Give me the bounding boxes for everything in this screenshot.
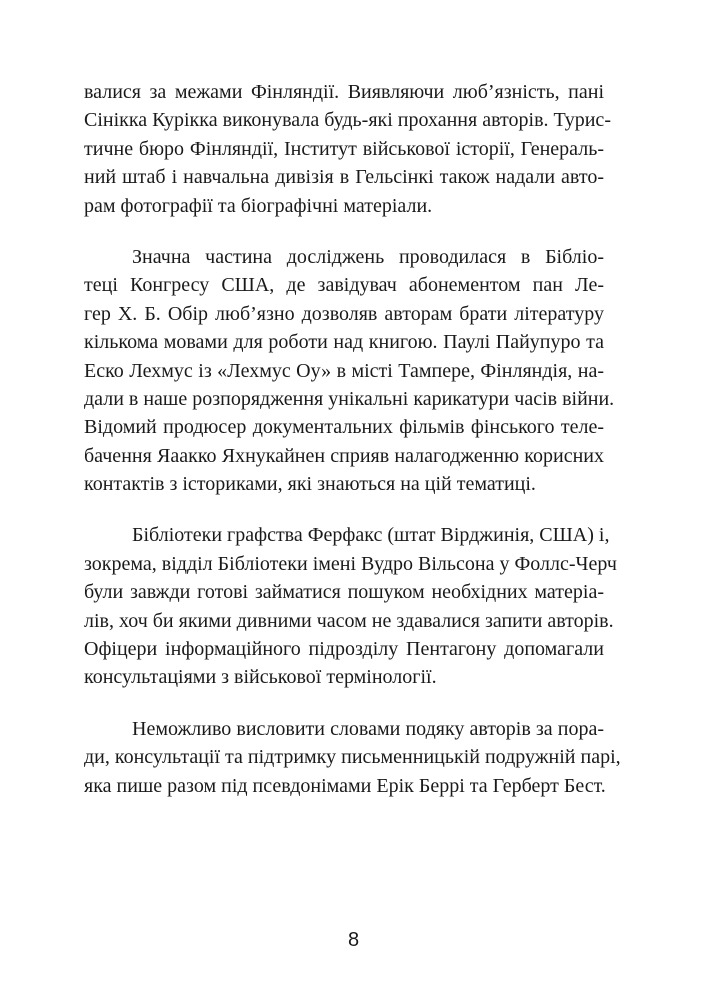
text-line: були завжди готові займатися пошуком необхідних матеріа- xyxy=(84,581,604,604)
text-line: теці Конгресу США, де завідувач абонементом пан Ле- xyxy=(84,274,604,297)
text-line: контактів з істориками, які знаються на цій тематиці. xyxy=(84,473,536,496)
text-line: яка пише разом під псевдонімами Ерік Беррі та Герберт Бест. xyxy=(84,774,606,797)
text-line: бачення Яаакко Яхнукайнен сприяв налагодженню корисних xyxy=(84,444,604,467)
text-line: ди, консультації та підтримку письменницькій подружній парі, xyxy=(84,746,621,769)
text-line: Сінікка Курікка виконувала будь-які прохання авторів. Турис- xyxy=(84,109,611,132)
text-line: Неможливо висловити словами подяку авторів за пора- xyxy=(132,717,604,740)
text-line: рам фотографії та біографічні матеріали. xyxy=(84,194,433,217)
text-line: гер Х. Б. Обір люб’язно дозволяв авторам брати літературу xyxy=(84,302,604,325)
paragraph-4 xyxy=(84,715,621,800)
text-line: дали в наше розпорядження унікальні карикатури часів війни. xyxy=(84,387,615,410)
text-line: валися за межами Фінляндії. Виявляючи люб’язність, пані xyxy=(84,81,604,103)
text-line: Еско Лехмус із «Лехмус Оу» в місті Тампере, Фінляндія, на- xyxy=(84,359,604,382)
text-line: лів, хоч би якими дивними часом не здавалися запити авторів. xyxy=(84,609,614,632)
text-line: Офіцери інформаційного підрозділу Пентагону допомагали xyxy=(84,638,604,661)
text-line: Бібліотеки графства Ферфакс (штат Вірджинія, США) і, xyxy=(132,524,610,547)
text-line: зокрема, відділ Бібліотеки імені Вудро Вільсона у Фоллс-Черч xyxy=(84,552,617,575)
text-line: консультаціями з військової термінології. xyxy=(84,666,437,689)
text-line: тичне бюро Фінляндії, Інститут військової історії, Генераль- xyxy=(84,137,604,160)
text-line: Відомий продюсер документальних фільмів фінського теле- xyxy=(84,416,604,439)
paragraph-3 xyxy=(84,521,617,691)
text-line: ний штаб і навчальна дивізія в Гельсінкі також надали авто- xyxy=(84,166,604,189)
text-line: Значна частина досліджень проводилася в Бібліо- xyxy=(132,245,604,268)
text-line: кількома мовами для роботи над книгою. Паулі Пайупуро та xyxy=(84,331,604,354)
body-text xyxy=(84,78,621,800)
page-number: 8 xyxy=(347,929,360,951)
paragraph-1 xyxy=(84,78,611,220)
paragraph-2 xyxy=(84,243,615,499)
